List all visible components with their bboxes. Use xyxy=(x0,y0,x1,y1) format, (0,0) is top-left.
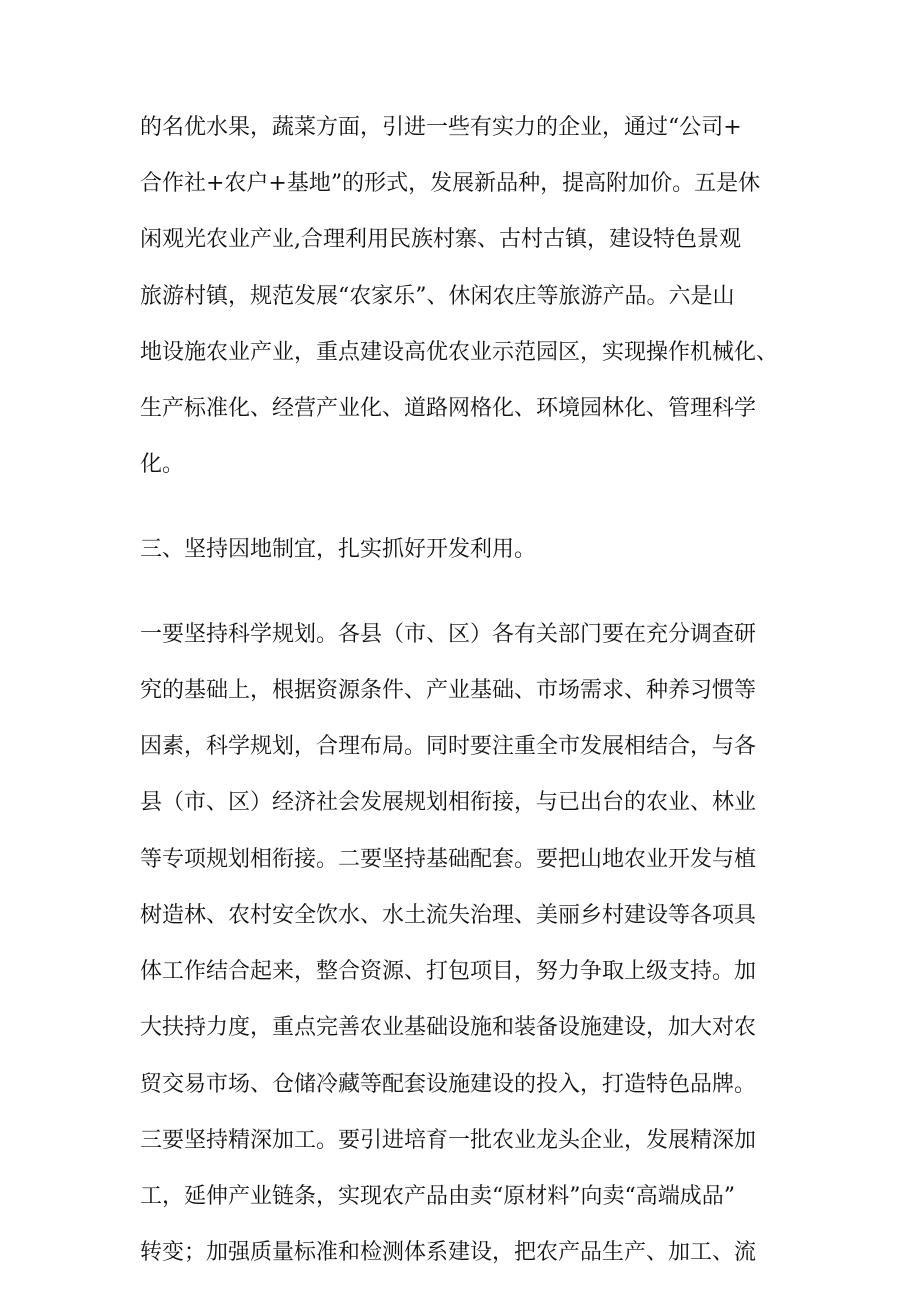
paragraph-2-line: 县（市、区）经济社会发展规划相衔接，与已出台的农业、林业 xyxy=(140,790,757,815)
paragraph-1-line: 化。 xyxy=(140,452,185,477)
paragraph-1-line: 合作社+农户+基地”的形式，发展新品种，提高附加价。五是休 xyxy=(140,171,761,196)
paragraph-2-line: 因素，科学规划，合理布局。同时要注重全市发展相结合，与各 xyxy=(140,734,757,759)
paragraph-2-line: 转变；加强质量标准和检测体系建设，把农产品生产、加工、流 xyxy=(140,1240,757,1265)
paragraph-1-line: 的名优水果，蔬菜方面，引进一些有实力的企业，通过“公司+ xyxy=(140,115,742,140)
paragraph-2-line: 体工作结合起来，整合资源、打包项目，努力争取上级支持。加 xyxy=(140,959,757,984)
paragraph-1-line: 地设施农业产业，重点建设高优农业示范园区，实现操作机械化、 xyxy=(140,340,779,365)
section-heading-3: 三、坚持因地制宜，扎实抓好开发利用。 xyxy=(140,537,537,562)
paragraph-2-line: 等专项规划相衔接。二要坚持基础配套。要把山地农业开发与植 xyxy=(140,847,757,872)
paragraph-1-line: 闲观光农业产业,合理利用民族村寨、古村古镇，建设特色景观 xyxy=(140,227,741,252)
paragraph-2-line: 树造林、农村安全饮水、水土流失治理、美丽乡村建设等各项具 xyxy=(140,903,757,928)
paragraph-2-line: 三要坚持精深加工。要引进培育一批农业龙头企业，发展精深加 xyxy=(140,1128,757,1153)
paragraph-2-line: 工，延伸产业链条，实现农产品由卖“原材料”向卖“高端成品” xyxy=(140,1184,735,1209)
paragraph-2-line: 贸交易市场、仓储冷藏等配套设施建设的投入，打造特色品牌。 xyxy=(140,1072,757,1097)
paragraph-1-line: 旅游村镇，规范发展“农家乐”、休闲农庄等旅游产品。六是山 xyxy=(140,284,735,309)
paragraph-1-line: 生产标准化、经营产业化、道路网格化、环境园林化、管理科学 xyxy=(140,396,757,421)
paragraph-2-line: 大扶持力度，重点完善农业基础设施和装备设施建设，加大对农 xyxy=(140,1015,757,1040)
paragraph-2-line: 一要坚持科学规划。各县（市、区）各有关部门要在充分调查研 xyxy=(140,622,757,647)
paragraph-2-line: 究的基础上，根据资源条件、产业基础、市场需求、种养习惯等 xyxy=(140,678,757,703)
